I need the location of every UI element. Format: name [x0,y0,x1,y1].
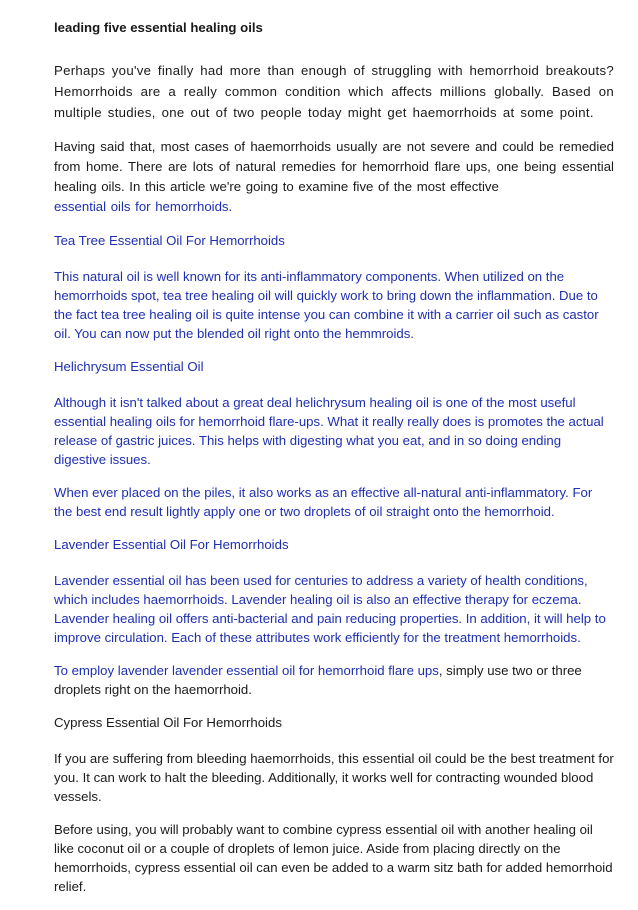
helichrysum-paragraph-2: When ever placed on the piles, it also works as an effective all-natural anti-inflammatory. For the best end result lightly apply one or two droplets of oil straight onto the hemorrhoid. [54,485,593,519]
helichrysum-heading: Helichrysum Essential Oil [54,359,204,374]
tea-tree-heading: Tea Tree Essential Oil For Hemorrhoids [54,233,285,248]
essential-oils-link[interactable]: essential oils for hemorrhoids. [54,199,233,214]
lavender-heading: Lavender Essential Oil For Hemorrhoids [54,537,289,552]
lavender-paragraph-1: Lavender essential oil has been used for centuries to address a variety of health conditions, which includes haemorrhoids. Lavender healing oil is also an effective therapy for eczema. Lavender healing oil offers anti-bacterial and pain reducing properties. In addition, it will help to improve circulation. Each of these attributes work efficiently for the treatment hemorrhoids. [54,573,606,645]
document-page [54,18,614,910]
intro-paragraph-1: Perhaps you've finally had more than enough of struggling with hemorrhoid breakouts? Hemorrhoids are a really common condition which affects millions globally. Based on multiple studies, one out of two people today might get haemorrhoids at some point. [54,63,614,120]
lavender-paragraph-2 [54,661,614,699]
lavender-usage-link[interactable]: To employ lavender lavender essential oil for hemorrhoid flare ups [54,663,439,678]
intro-paragraph-2 [54,137,614,217]
helichrysum-paragraph-1: Although it isn't talked about a great deal helichrysum healing oil is one of the most useful essential healing oils for hemorrhoid flare-ups. What it really really does is promotes the actual release of gastric juices. This helps with digesting what you eat, and in so doing ending digestive issues. [54,395,604,467]
cypress-paragraph-1: If you are suffering from bleeding haemorrhoids, this essential oil could be the best treatment for you. It can work to halt the bleeding. Additionally, it works well for contracting wounded blood vessels. [54,751,614,804]
tea-tree-paragraph: This natural oil is well known for its anti-inflammatory components. When utilized on the hemorrhoids spot, tea tree healing oil will quickly work to bring down the inflammation. Due to the fact tea tree healing oil is quite intense you can combine it with a carrier oil such as castor oil. You can now put the blended oil right onto the hemmroids. [54,269,599,341]
intro-paragraph-2-text: Having said that, most cases of haemorrhoids usually are not severe and could be remedied from home. There are lots of natural remedies for hemorrhoid flare ups, one being essential healing oils. In this article we're going to examine five of the most effective [54,139,614,194]
cypress-paragraph-2: Before using, you will probably want to combine cypress essential oil with another healing oil like coconut oil or a couple of droplets of lemon juice. Aside from placing directly on the hemorrhoids, cypress essential oil can even be added to a warm sitz bath for added hemorrhoid relief. [54,822,613,894]
document-title: leading five essential healing oils [54,20,263,35]
cypress-heading: Cypress Essential Oil For Hemorrhoids [54,715,282,730]
lavender-paragraph-2-text: , simply use two or three droplets right on the haemorrhoid. [54,663,582,697]
